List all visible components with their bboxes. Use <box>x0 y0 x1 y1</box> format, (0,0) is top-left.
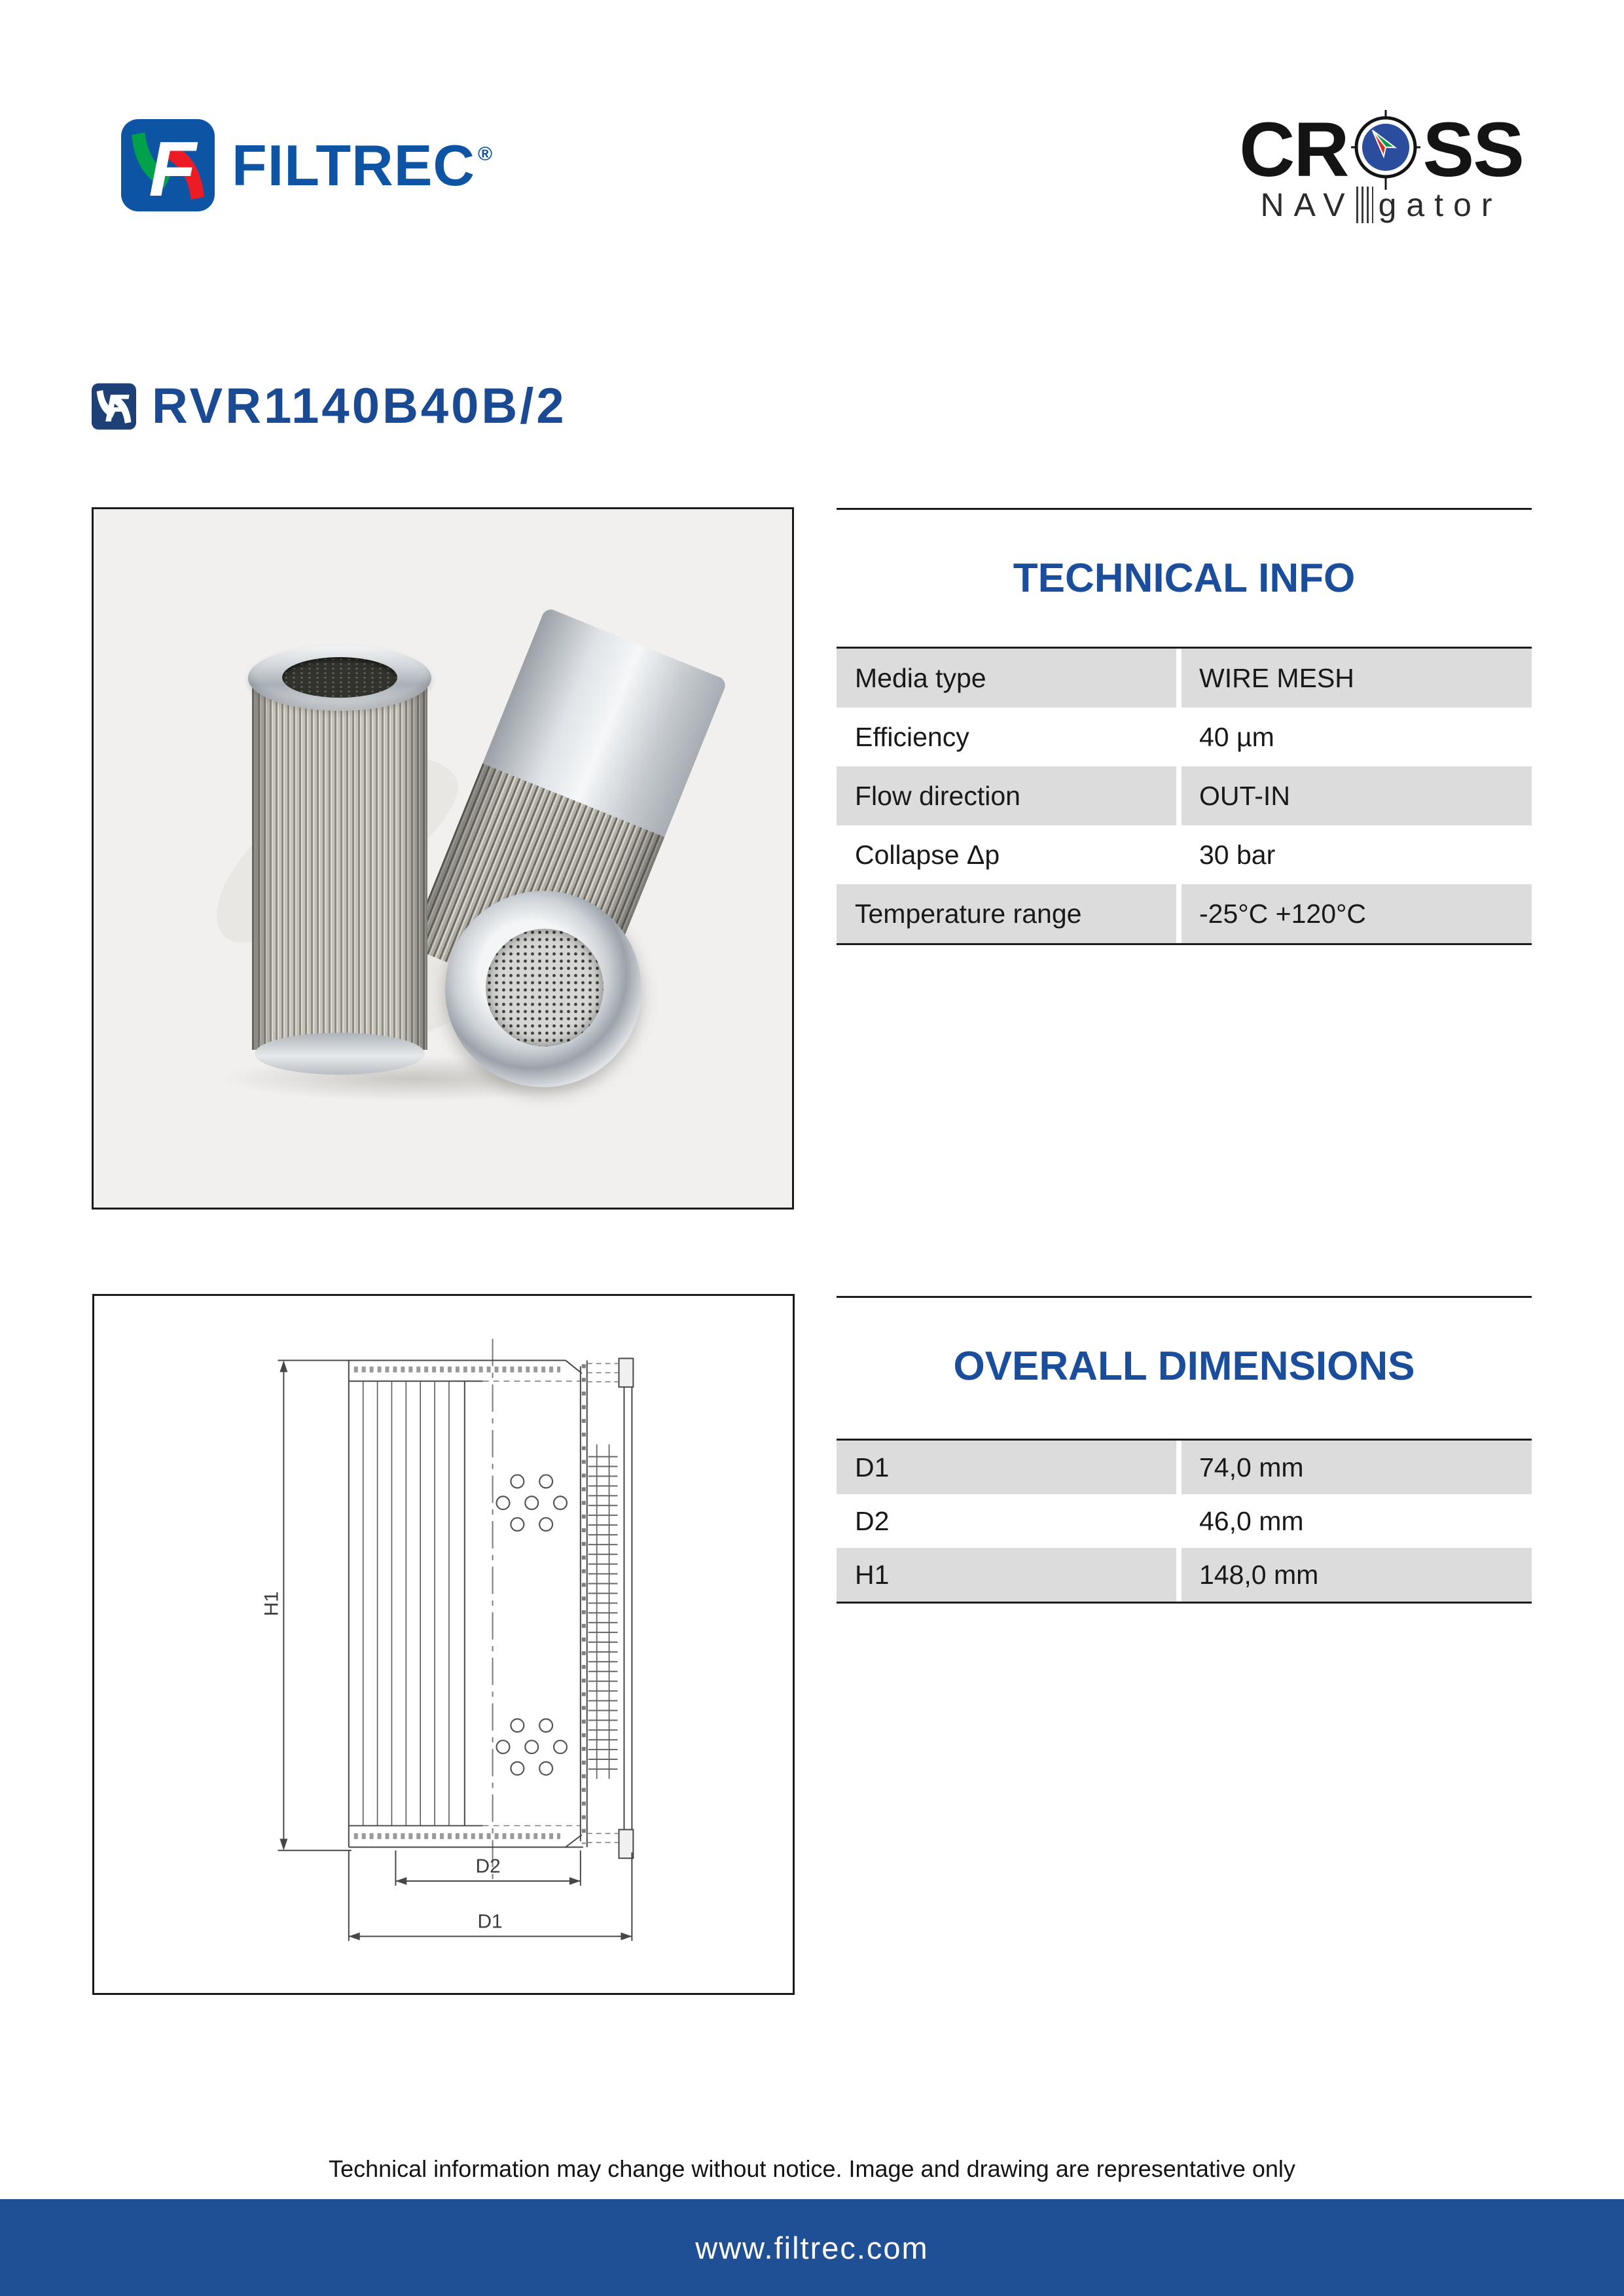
disclaimer-note: Technical information may change without notice. Image and drawing are representative only <box>329 2155 1295 2182</box>
table-row <box>837 1548 1532 1602</box>
upright-filter-pleats <box>252 677 427 1050</box>
drawing-label-h1: H1 <box>261 1591 283 1617</box>
website-link[interactable]: www.filtrec.com <box>695 2230 929 2265</box>
column-gap <box>1176 708 1182 766</box>
technical-info-rule <box>837 508 1532 510</box>
filtrec-mono-icon <box>92 382 136 431</box>
tilted-filter-mesh-opening <box>486 929 604 1047</box>
spec-label: Efficiency <box>837 708 1176 766</box>
table-row <box>837 1441 1532 1494</box>
table-row <box>837 766 1532 825</box>
cross-text-gator: gator <box>1378 187 1502 223</box>
technical-info-table <box>837 647 1532 945</box>
upright-filter-mesh-opening <box>282 657 397 698</box>
spec-label: H1 <box>837 1548 1176 1602</box>
technical-info-title: TECHNICAL INFO <box>1013 556 1356 601</box>
table-row <box>837 884 1532 943</box>
compass-icon <box>1351 110 1420 190</box>
column-gap <box>1176 1548 1182 1602</box>
spec-value: WIRE MESH <box>1182 649 1532 708</box>
column-gap <box>1176 766 1182 825</box>
drawing-label-d2: D2 <box>475 1856 501 1878</box>
table-row <box>837 1494 1532 1548</box>
spec-value: 30 bar <box>1182 825 1532 884</box>
spec-value: 40 µm <box>1182 708 1532 766</box>
spec-label: Temperature range <box>837 884 1176 943</box>
spec-label: Flow direction <box>837 766 1176 825</box>
tilted-filter-end-cap <box>445 891 641 1087</box>
product-photo <box>92 507 794 1210</box>
filtrec-wordmark <box>215 119 492 211</box>
column-gap <box>1176 825 1182 884</box>
overall-dimensions-title: OVERALL DIMENSIONS <box>953 1344 1415 1389</box>
upright-filter-bottom-cap <box>255 1033 425 1075</box>
cross-text-cr: CR <box>1239 107 1348 193</box>
product-code: RVR1140B40B/2 <box>152 378 567 434</box>
cross-text-nav: NAV <box>1260 187 1355 223</box>
overall-dimensions-table <box>837 1439 1532 1604</box>
spec-label: D1 <box>837 1441 1176 1494</box>
registered-mark: ® <box>477 143 493 165</box>
column-gap <box>1176 1441 1182 1494</box>
spec-value: 148,0 mm <box>1182 1548 1532 1602</box>
drawing-label-d1: D1 <box>477 1910 503 1933</box>
cross-logo-bottom-row <box>1237 186 1525 224</box>
footer-bar <box>0 2199 1624 2296</box>
spec-value: 74,0 mm <box>1182 1441 1532 1494</box>
magnifier-handle-icon <box>1356 187 1373 223</box>
svg-text:F: F <box>149 125 196 211</box>
filtrec-logo <box>121 119 492 211</box>
spec-value: 46,0 mm <box>1182 1494 1532 1548</box>
dimension-drawing-svg <box>94 1296 793 1993</box>
overall-dimensions-rule <box>837 1296 1532 1298</box>
table-row <box>837 825 1532 884</box>
dimension-drawing <box>92 1294 795 1995</box>
column-gap <box>1176 884 1182 943</box>
cross-text-ss: SS <box>1422 107 1523 193</box>
cross-navigator-logo <box>1237 107 1525 224</box>
spec-value: OUT-IN <box>1182 766 1532 825</box>
filtrec-logo-icon <box>121 119 215 211</box>
svg-text:F: F <box>105 386 129 430</box>
spec-label: Media type <box>837 649 1176 708</box>
column-gap <box>1176 1494 1182 1548</box>
product-title-row <box>92 378 567 434</box>
column-gap <box>1176 649 1182 708</box>
upright-filter-top-cap <box>248 645 431 711</box>
spec-label: Collapse Δp <box>837 825 1176 884</box>
spec-value: -25°C +120°C <box>1182 884 1532 943</box>
filtrec-wordmark-text: FILTREC <box>232 133 475 198</box>
spec-label: D2 <box>837 1494 1176 1548</box>
cross-logo-top-row <box>1237 107 1525 193</box>
table-row <box>837 649 1532 708</box>
table-row <box>837 708 1532 766</box>
